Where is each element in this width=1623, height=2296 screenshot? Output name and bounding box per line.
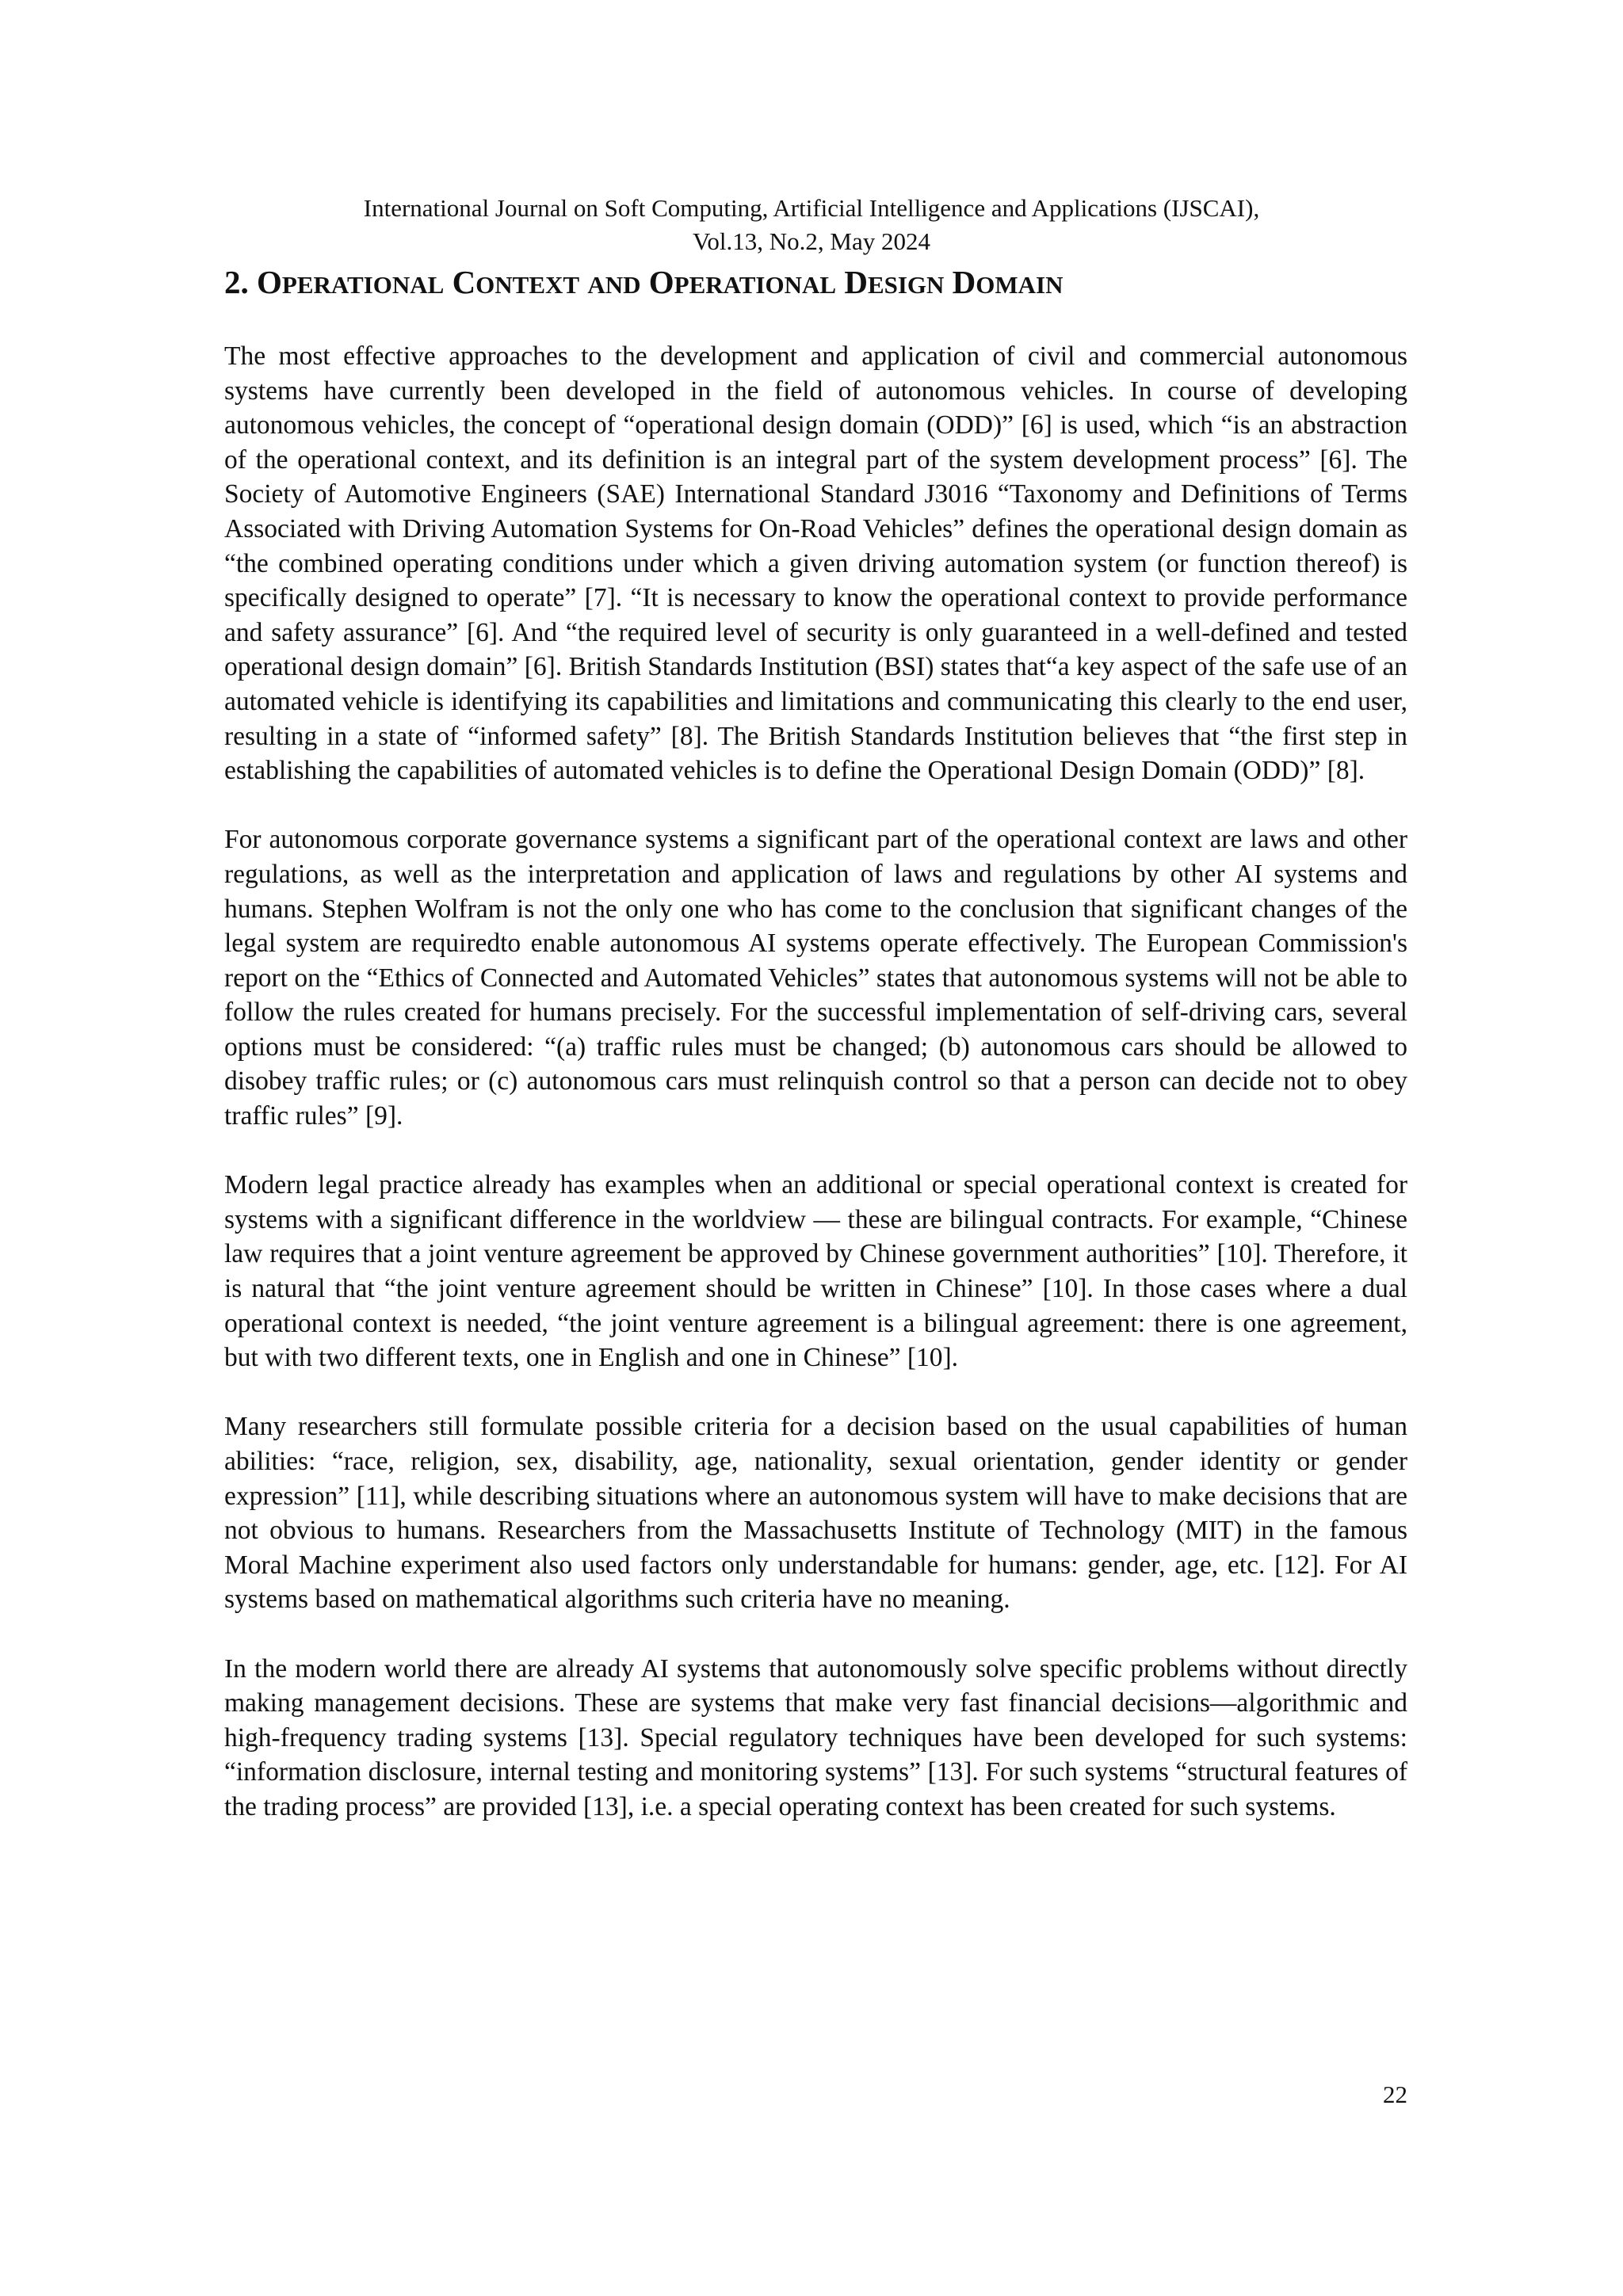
paragraph: Modern legal practice already has examples when an additional or special operational context is created for systems with a significant difference in the worldview — these are bilingual contracts. For example, “Chinese law requires that a joint venture agreement be approved by Chinese government authorities” [10]. Therefore, it is natural that “the joint venture agreement should be written in Chinese” [10]. In those cases where a dual operational context is needed, “the joint venture agreement is a bilingual agreement: there is one agreement, but with two different texts, one in English and one in Chinese” [10]. (224, 1170, 1407, 1373)
paragraph: Many researchers still formulate possible criteria for a decision based on the usual capabilities of human abilities: “race, religion, sex, disability, age, nationality, sexual orientation, gender identity or gender expression” [11], while describing situations where an autonomous system will have to make decisions that are not obvious to humans. Researchers from the Massachusetts Institute of Technology (MIT) in the famous Moral Machine experiment also used factors only understandable for humans: gender, age, etc. [12]. For AI systems based on mathematical algorithms such criteria have no meaning. (224, 1412, 1407, 1615)
journal-volume: Vol.13, No.2, May 2024 (693, 227, 930, 255)
paragraph: In the modern world there are already AI systems that autonomously solve specific problems without directly making management decisions. These are systems that make very fast financial decisions—algorithmic and high-frequency trading systems [13]. Special regulatory techniques have been developed for such systems: “information disclosure, internal testing and monitoring systems” [13]. For such systems “structural features of the trading process” are provided [13], i.e. a special operating context has been created for such systems. (224, 1653, 1407, 1821)
paragraph: For autonomous corporate governance systems a significant part of the operational context are laws and other regulations, as well as the interpretation and application of laws and regulations by other AI systems and humans. Stephen Wolfram is not the only one who has come to the conclusion that significant changes of the legal system are requiredto enable autonomous AI systems operate effectively. The European Commission's report on the “Ethics of Connected and Automated Vehicles” states that autonomous systems will not be able to follow the rules created for humans precisely. For the successful implementation of self-driving cars, several options must be considered: “(a) traffic rules must be changed; (b) autonomous cars should be allowed to disobey traffic rules; or (c) autonomous cars must relinquish control so that a person can decide not to obey traffic rules” [9]. (224, 825, 1407, 1131)
paragraph: The most effective approaches to the development and application of civil and commercial autonomous systems have currently been developed in the field of autonomous vehicles. In course of developing autonomous vehicles, the concept of “operational design domain (ODD)” [6] is used, which “is an abstraction of the operational context, and its definition is an integral part of the system development process” [6]. The Society of Automotive Engineers (SAE) International Standard J3016 “Taxonomy and Definitions of Terms Associated with Driving Automation Systems for On-Road Vehicles” defines the operational design domain as “the combined operating conditions under which a given driving automation system (or function thereof) is specifically designed to operate” [7]. “It is necessary to know the operational context to provide performance and safety assurance” [6]. And “the required level of security is only guaranteed in a well-defined and tested operational design domain” [6]. British Standards Institution (BSI) states that“a key aspect of the safe use of an automated vehicle is identifying its capabilities and limitations and communicating this clearly to the end user, resulting in a state of “informed safety” [8]. The British Standards Institution believes that “the first step in establishing the capabilities of automated vehicles is to define the Operational Design Domain (ODD)” [8]. (224, 341, 1407, 786)
journal-name: International Journal on Soft Computing, Artificial Intelligence and Applications (IJSCAI), (363, 194, 1260, 222)
section-heading: 2. OPERATIONAL CONTEXT AND OPERATIONAL DESIGN DOMAIN (224, 264, 1064, 300)
page-number: 22 (1383, 2081, 1407, 2108)
running-header (0, 192, 1623, 258)
body-text (224, 339, 1407, 1859)
